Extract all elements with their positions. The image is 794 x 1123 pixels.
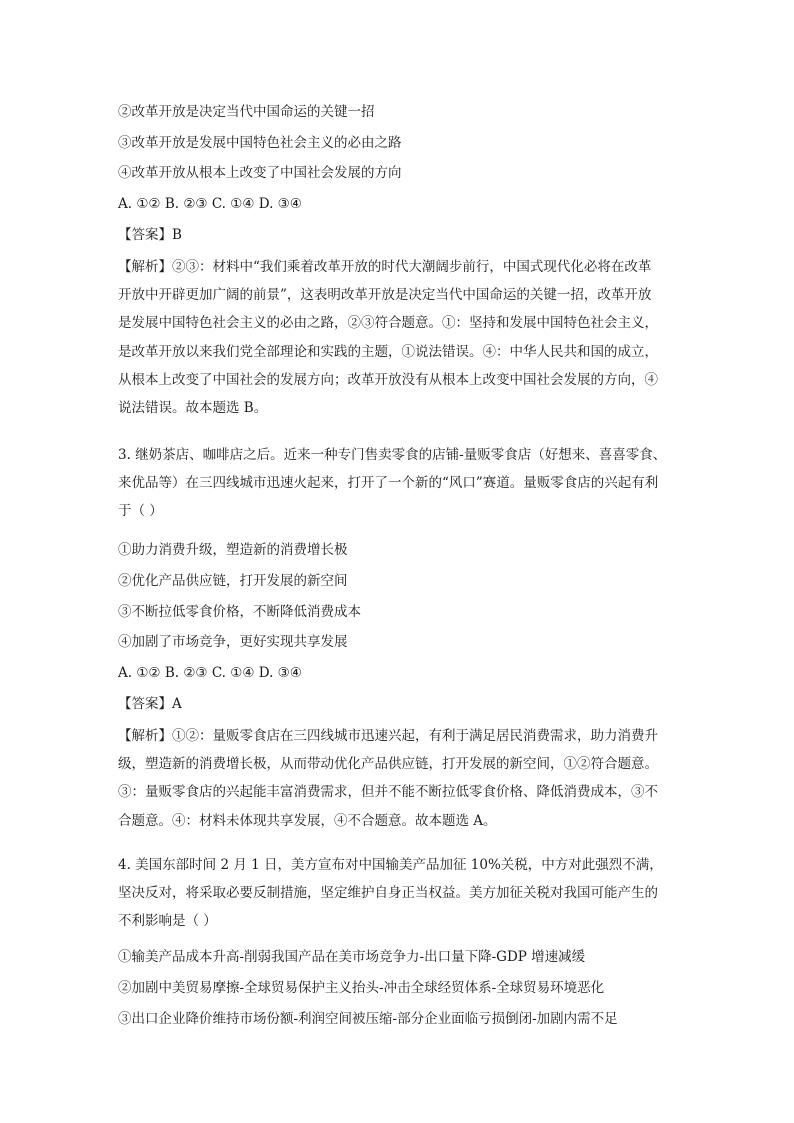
q3-choices: A. ①② B. ②③ C. ①④ D. ③④ [118, 665, 302, 681]
q3-option-4: ④加剧了市场竞争，更好实现共享发展 [118, 634, 348, 650]
q3-analysis-line: 【解析】①②：量贩零食店在三四线城市迅速兴起，有利于满足居民消费需求，助力消费升 [118, 728, 658, 744]
q2-option-3: ③改革开放是发展中国特色社会主义的必由之路 [118, 135, 402, 151]
q2-option-2: ②改革开放是决定当代中国命运的关键一招 [118, 104, 375, 120]
q4-option-2: ②加剧中美贸易摩擦-全球贸易保护主义抬头-冲击全球经贸体系-全球贸易环境恶化 [118, 980, 605, 996]
q4-stem-line: 4. 美国东部时间 2 月 1 日，美方宣布对中国输美产品加征 10%关税，中方对此强烈不满， [118, 857, 663, 873]
q3-option-2: ②优化产品供应链，打开发展的新空间 [118, 573, 348, 589]
q4-option-3: ③出口企业降价维持市场份额-利润空间被压缩-部分企业面临亏损倒闭-加剧内需不足 [118, 1011, 618, 1027]
q4-option-1: ①输美产品成本升高-削弱我国产品在美市场竞争力-出口量下降-GDP 增速减缓 [118, 949, 586, 965]
q2-analysis-line: 说法错误。故本题选 B。 [118, 400, 268, 417]
q3-option-1: ①助力消费升级，塑造新的消费增长极 [118, 542, 348, 558]
q2-answer: 【答案】B [118, 227, 182, 243]
q2-analysis [118, 253, 676, 422]
q3-stem-line: 于（ ） [118, 503, 163, 520]
q3-option-3: ③不断拉低零食价格，不断降低消费成本 [118, 604, 361, 620]
q4-stem-line: 坚决反对，将采取必要反制措施，坚定维护自身正当权益。美方加征关税对我国可能产生的 [118, 885, 658, 902]
q2-choices: A. ①② B. ②③ C. ①④ D. ③④ [118, 196, 302, 212]
q3-stem [118, 441, 676, 526]
q3-analysis-line: ③：量贩零食店的兴起能丰富消费需求，但并不能不断拉低零食价格、降低消费成本，③不 [118, 784, 658, 801]
q3-analysis-line: 级，塑造新的消费增长极，从而带动优化产品供应链，打开发展的新空间，①②符合题意。 [118, 756, 658, 773]
q3-analysis [118, 722, 676, 835]
q3-answer: 【答案】A [118, 696, 182, 712]
q3-analysis-line: 合题意。④：材料未体现共享发展，④不合题意。故本题选 A。 [118, 812, 497, 829]
q4-stem-line: 不利影响是（ ） [118, 913, 217, 930]
q2-analysis-line: 是发展中国特色社会主义的必由之路，②③符合题意。①：坚持和发展中国特色社会主义， [118, 315, 658, 332]
q2-analysis-line: 【解析】②③：材料中“我们乘着改革开放的时代大潮阔步前行，中国式现代化必将在改革 [118, 259, 652, 275]
q2-analysis-line: 从根本上改变了中国社会的发展方向；改革开放没有从根本上改变中国社会发展的方向，④ [118, 371, 658, 388]
q2-analysis-line: 开放中开辟更加广阔的前景”，这表明改革开放是决定当代中国命运的关键一招，改革开放 [118, 287, 652, 304]
q3-stem-line: 3. 继奶茶店、咖啡店之后。近来一种专门售卖零食的店铺-量贩零食店（好想来、喜喜零食、 [118, 447, 667, 463]
q3-stem-line: 来优品等）在三四线城市迅速火起来，打开了一个新的“风口”赛道。量贩零食店的兴起有利 [118, 475, 659, 492]
q2-option-4: ④改革开放从根本上改变了中国社会发展的方向 [118, 165, 402, 181]
q4-stem [118, 851, 676, 936]
q2-analysis-line: 是改革开放以来我们党全部理论和实践的主题，①说法错误。④：中华人民共和国的成立， [118, 343, 658, 360]
